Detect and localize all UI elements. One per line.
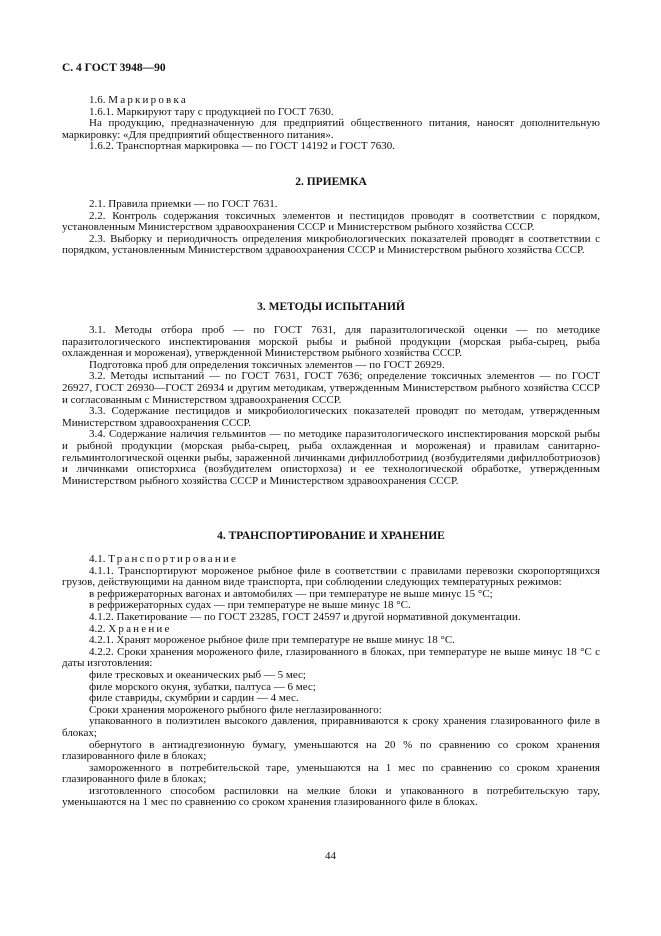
paragraph: упакованного в полиэтилен высокого давления, приравниваются к сроку хранения глазированного филе в блоках; xyxy=(62,715,600,739)
paragraph: 2.3. Выборку и периодичность определения микробиологических показателей проводят в соответствии с порядком, установленным Министерством здравоохранения СССР и Министерством рыбного хозяйства СССР. xyxy=(62,232,600,257)
paragraph: филе ставриды, скумбрии и сардин — 4 мес. xyxy=(89,692,299,705)
paragraph: 3.2. Методы испытаний — по ГОСТ 7631, ГОСТ 7636; определение токсичных элементов — по ГОСТ 26927, ГОСТ 26930—ГОСТ 26934 и другим методикам, утвержденным Министерством рыбного хозяйства СССР и согласованным с Министерством здравоохранения СССР. xyxy=(62,370,600,406)
paragraph: филе тресковых и океанических рыб — 5 мес; xyxy=(89,668,306,681)
paragraph: обернутого в антиадгезионную бумагу, уменьшаются на 20 % по сравнению со сроком хранения глазированного филе в блоках; xyxy=(62,738,600,763)
paragraph xyxy=(62,95,600,107)
paragraph: Сроки хранения мороженого рыбного филе неглазированного: xyxy=(89,703,382,716)
paragraph: 4.2.1. Хранят мороженое рыбное филе при температуре не выше минус 18 °С. xyxy=(89,634,455,647)
page-number: 44 xyxy=(325,850,336,862)
paragraph: 4.1.1. Транспортируют мороженое рыбное филе в соответствии с правилами перевозки скоропортящихся грузов, действующими на данном виде транспорта, при соблюдении следующих температурных режимов: xyxy=(62,564,600,589)
paragraph: 1.6.1. Маркируют тару с продукцией по ГОСТ 7630. xyxy=(89,105,334,118)
paragraph: 3.3. Содержание пестицидов и микробиологических показателей проводят по методам, утвержденным Министерством здравоохранения СССР. xyxy=(62,405,600,429)
subsection-number: 1.6. xyxy=(89,94,109,106)
section-3-body xyxy=(62,325,600,487)
subsection-title: Маркировка xyxy=(108,94,188,106)
subsection-number: 4.1. xyxy=(89,553,109,565)
paragraph: Подготовка проб для определения токсичных элементов — по ГОСТ 26929. xyxy=(89,358,445,371)
paragraph: 3.1. Методы отбора проб — по ГОСТ 7631, для паразитологической оценки — по методике паразитологического инспектирования морской рыбы и рыбной продукции (морская рыба-сырец, рыба охлажденная и мороженая), утвержденной Министерством рыбного хозяйства СССР. xyxy=(62,324,600,360)
paragraph: в рефрижераторных вагонах и автомобилях — при температуре не выше минус 15 °С; xyxy=(89,587,493,600)
paragraph: 3.4. Содержание наличия гельминтов — по методике паразитологического инспектирования морской рыбы и рыбной продукции (морская рыба-сырец, рыба охлажденная и мороженая) и правилам санитарно-гельминтологической оценки рыбы, зараженной личинками дифиллоботриид (возбудителями дифиллоботриозов) и личинками описторхиса (возбудителем описторхоза) и ее технологической обработке, утвержденным Министерством рыбного хозяйства СССР и Министерством здравоохранения СССР. xyxy=(62,428,600,487)
subsection-number: 4.2. xyxy=(89,622,109,635)
section-2-body xyxy=(62,199,600,257)
paragraph: 2.2. Контроль содержания токсичных элементов и пестицидов проводят в соответствии с порядком, установленным Министерством здравоохранения СССР и Министерством рыбного хозяйства СССР. xyxy=(62,209,600,234)
page-header: С. 4 ГОСТ 3948—90 xyxy=(62,62,166,74)
section-4-body xyxy=(62,554,600,809)
section-4-heading: 4. ТРАНСПОРТИРОВАНИЕ И ХРАНЕНИЕ xyxy=(217,530,445,542)
paragraph: замороженного в потребительской таре, уменьшаются на 1 мес по сравнению со сроком хранения глазированного филе в блоках; xyxy=(62,761,600,786)
paragraph: филе морского окуня, зубатки, палтуса — 6 мес; xyxy=(89,680,316,693)
paragraph: изготовленного способом распиловки на мелкие блоки и упакованного в потребительскую тару, уменьшаются на 1 мес по сравнению со сроком хранения глазированного филе в блоках. xyxy=(62,784,600,809)
section-2-heading: 2. ПРИЕМКА xyxy=(295,176,367,188)
paragraph xyxy=(62,554,600,566)
paragraph: в рефрижераторных судах — при температуре не выше минус 18 °С. xyxy=(89,599,411,612)
paragraph: На продукцию, предназначенную для предприятий общественного питания, наносят дополнительную маркировку: «Для предприятий общественного питания». xyxy=(62,117,600,141)
section-1-body xyxy=(62,95,600,153)
paragraph: 4.2.2. Сроки хранения мороженого филе, глазированного в блоках, при температуре не выше минус 18 °С с даты изготовления: xyxy=(62,645,600,670)
section-3-heading: 3. МЕТОДЫ ИСПЫТАНИЙ xyxy=(257,301,405,313)
paragraph: 2.1. Правила приемки — по ГОСТ 7631. xyxy=(89,198,278,210)
subsection-title: Транспортирование xyxy=(108,553,239,565)
paragraph: 1.6.2. Транспортная маркировка — по ГОСТ 14192 и ГОСТ 7630. xyxy=(89,140,396,153)
subsection-title: Хранение xyxy=(108,622,172,635)
paragraph: 4.1.2. Пакетирование — по ГОСТ 23285, ГОСТ 24597 и другой нормативной документации. xyxy=(89,610,521,623)
